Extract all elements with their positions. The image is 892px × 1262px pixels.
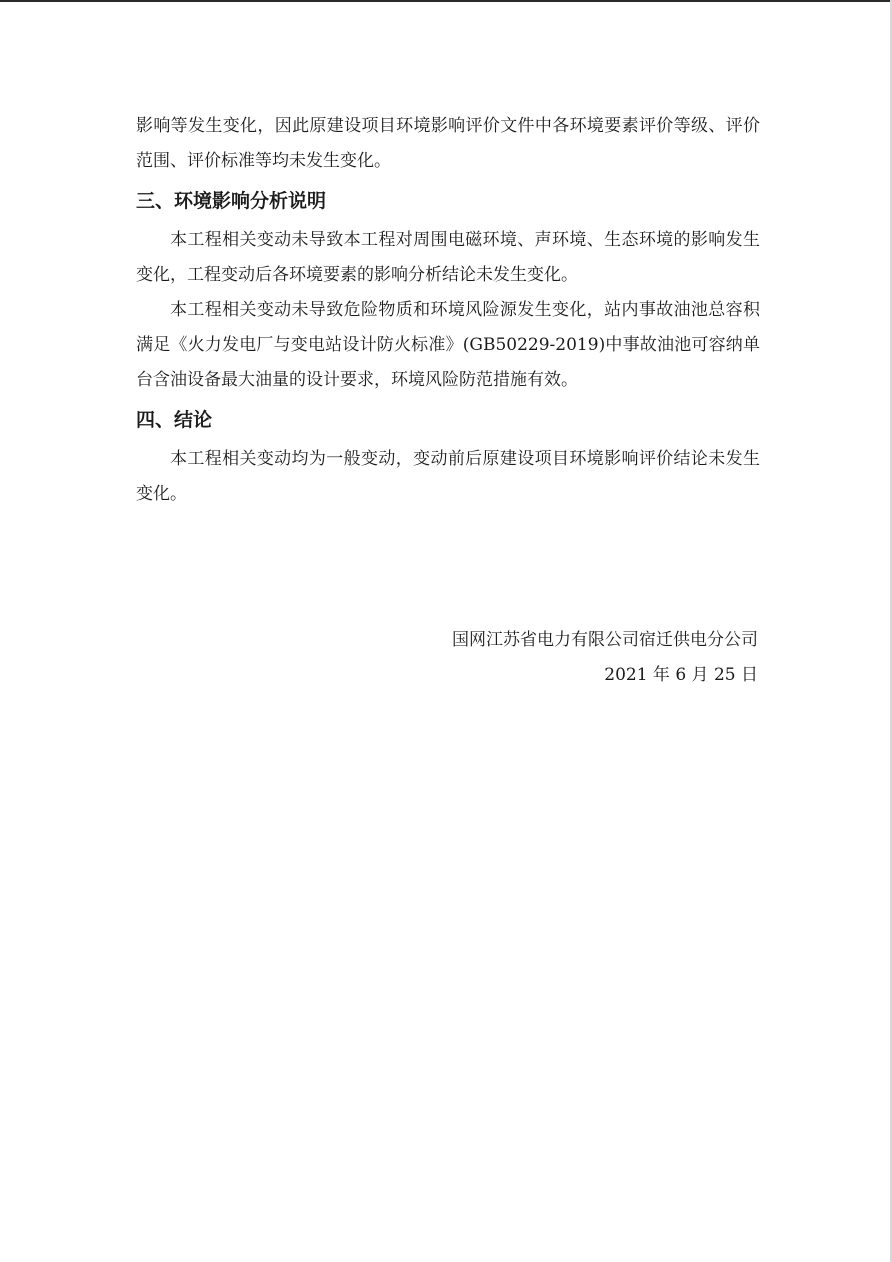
impact-paragraph-1: 本工程相关变动未导致本工程对周围电磁环境、声环境、生态环境的影响发生变化，工程变动后各环境要素的影响分析结论未发生变化。 [136, 230, 760, 285]
conclusion-paragraph: 本工程相关变动均为一般变动，变动前后原建设项目环境影响评价结论未发生变化。 [136, 449, 760, 504]
document-body [136, 109, 760, 512]
section-heading-conclusion: 四、结论 [136, 409, 213, 431]
signature-organization: 国网江苏省电力有限公司宿迁供电分公司 [452, 630, 758, 650]
intro-paragraph: 影响等发生变化，因此原建设项目环境影响评价文件中各环境要素评价等级、评价范围、评价标准等均未发生变化。 [136, 116, 760, 171]
signature-block [452, 623, 758, 693]
section-heading-environmental-impact: 三、环境影响分析说明 [136, 190, 327, 212]
page-top-border [0, 0, 892, 2]
signature-date: 2021 年 6 月 25 日 [604, 665, 758, 685]
impact-paragraph-2: 本工程相关变动未导致危险物质和环境风险源发生变化，站内事故油池总容积满足《火力发电厂与变电站设计防火标准》(GB50229-2019)中事故油池可容纳单台含油设备最大油量的设计要求，环境风险防范措施有效。 [136, 300, 760, 390]
